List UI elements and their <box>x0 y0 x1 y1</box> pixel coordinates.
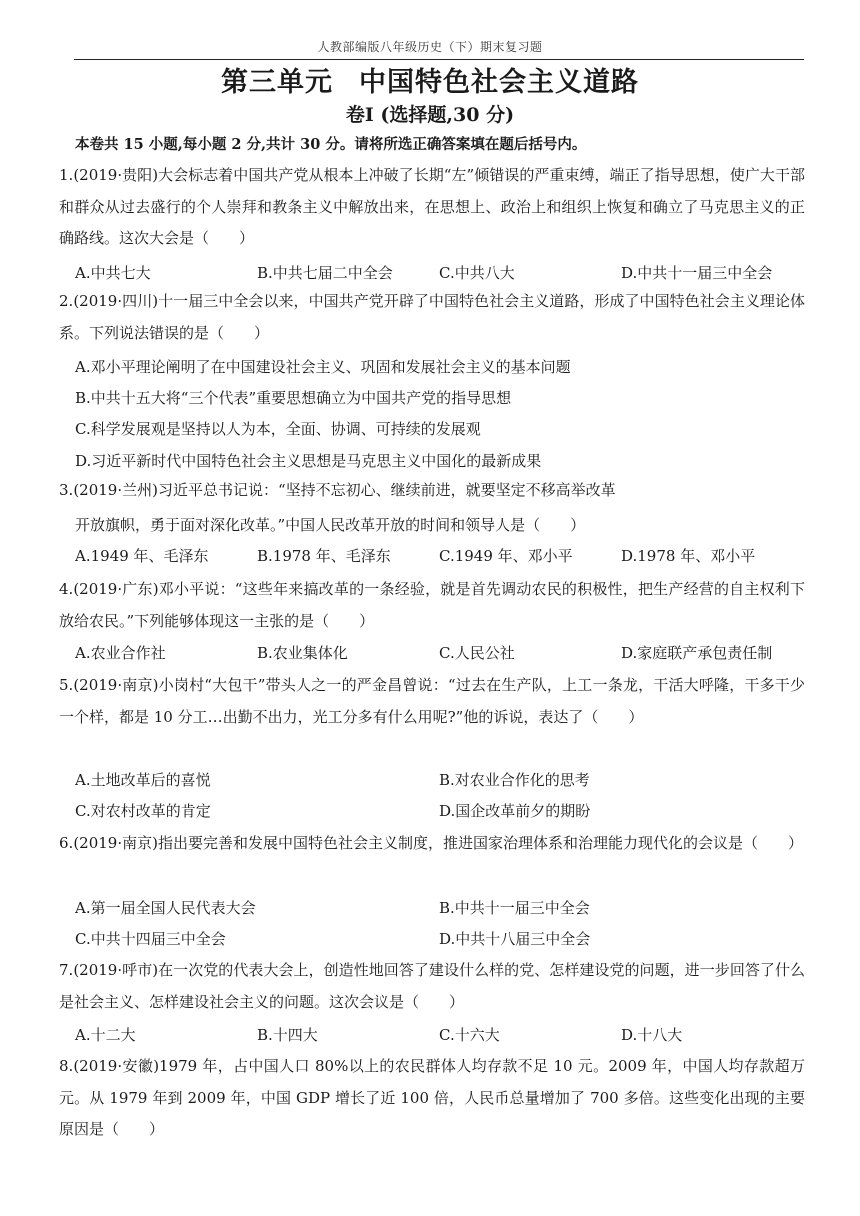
question-8 <box>59 1051 805 1146</box>
question-stem: 4.(2019·广东)邓小平说：“这些年来搞改革的一条经验，就是首先调动农民的积极性，把生产经营的自主权利下放给农民。”下列能够体现这一主张的是（ ） <box>59 580 805 630</box>
option-c[interactable]: C.对农村改革的肯定 <box>75 802 211 820</box>
question-5-options-row-1 <box>75 769 805 800</box>
question-number: 8. <box>59 1057 74 1075</box>
question-number: 6. <box>59 834 74 852</box>
unit-label: 第三单元 <box>221 67 333 98</box>
question-stem: 8.(2019·安徽)1979 年，占中国人口 80%以上的农民群体人均存款不足 10 元。2009 年，中国人均存款超万元。从 1979 年到 2009 年，中国 GDP 增长了近 100 倍，人民币总量增加了 700 多倍。这些变化出现的主要原因是（ ） <box>59 1057 805 1138</box>
option-d[interactable]: D.中共十八届三中全会 <box>439 930 591 948</box>
option-c[interactable]: C.人民公社 <box>439 644 515 662</box>
option-b[interactable]: B.对农业合作化的思考 <box>439 771 590 789</box>
option-d[interactable]: D.1978 年、邓小平 <box>621 547 756 565</box>
question-2-option-a <box>75 356 805 387</box>
option-b[interactable]: B.农业集体化 <box>257 644 348 662</box>
option-d[interactable]: D.十八大 <box>621 1026 683 1044</box>
question-number: 4. <box>59 580 74 598</box>
option-a[interactable]: A.1949 年、毛泽东 <box>75 547 209 565</box>
option-a[interactable]: A.土地改革后的喜悦 <box>75 771 211 789</box>
question-number: 3. <box>59 481 74 499</box>
option-d[interactable]: D.家庭联产承包责任制 <box>621 644 773 662</box>
question-6-options-row-1 <box>75 897 805 928</box>
question-3 <box>59 475 805 507</box>
option-b[interactable]: B.中共十五大将“三个代表”重要思想确立为中国共产党的指导思想 <box>75 389 512 407</box>
option-c[interactable]: C.1949 年、邓小平 <box>439 547 573 565</box>
option-b[interactable]: B.中共十一届三中全会 <box>439 899 590 917</box>
question-2-option-c <box>75 418 805 449</box>
instructions: 本卷共 15 小题,每小题 2 分,共计 30 分。请将所选正确答案填在题后括号内。 <box>75 136 587 153</box>
running-header: 人教部编版八年级历史（下）期末复习题 <box>317 40 543 54</box>
option-a[interactable]: A.邓小平理论阐明了在中国建设社会主义、巩固和发展社会主义的基本问题 <box>75 358 571 376</box>
question-number: 5. <box>59 676 74 694</box>
option-a[interactable]: A.第一届全国人民代表大会 <box>75 899 256 917</box>
question-1 <box>59 160 805 255</box>
unit-topic: 中国特色社会主义道路 <box>359 67 639 98</box>
question-6 <box>59 828 805 860</box>
option-d[interactable]: D.中共十一届三中全会 <box>621 264 773 282</box>
option-a[interactable]: A.农业合作社 <box>75 644 166 662</box>
option-c[interactable]: C.中共八大 <box>439 264 515 282</box>
question-number: 2. <box>59 292 74 310</box>
question-4-options <box>75 642 805 673</box>
question-5-options-row-2 <box>75 800 805 831</box>
question-stem-line-1: 3.(2019·兰州)习近平总书记说：“坚持不忘初心、继续前进，就要坚定不移高举改革 <box>59 481 616 499</box>
question-7 <box>59 955 805 1018</box>
question-4 <box>59 574 805 637</box>
option-d[interactable]: D.习近平新时代中国特色社会主义思想是马克思主义中国化的最新成果 <box>75 452 542 470</box>
question-5 <box>59 670 805 733</box>
option-d[interactable]: D.国企改革前夕的期盼 <box>439 802 591 820</box>
option-c[interactable]: C.十六大 <box>439 1026 500 1044</box>
question-3-options <box>75 545 805 576</box>
question-stem: 1.(2019·贵阳)大会标志着中国共产党从根本上冲破了长期“左”倾错误的严重束缚，端正了指导思想，使广大干部和群众从过去盛行的个人崇拜和教条主义中解放出来，在思想上、政治上和组织上恢复和确立了马克思主义的正确路线。这次大会是（ ） <box>59 166 805 247</box>
section-title: 卷Ⅰ (选择题,30 分) <box>345 104 515 126</box>
question-stem: 7.(2019·呼市)在一次党的代表大会上，创造性地回答了建设什么样的党、怎样建设党的问题，进一步回答了什么是社会主义、怎样建设社会主义的问题。这次会议是（ ） <box>59 961 805 1011</box>
question-stem: 5.(2019·南京)小岗村“大包干”带头人之一的严金昌曾说：“过去在生产队，上工一条龙，干活大呼隆，干多干少一个样，都是 10 分工…出勤不出力，光工分多有什么用呢?”他的诉说，表达了（ ） <box>59 676 805 726</box>
question-number: 7. <box>59 961 74 979</box>
question-number: 1. <box>59 166 74 184</box>
unit-title <box>0 60 860 99</box>
question-stem: 6.(2019·南京)指出要完善和发展中国特色社会主义制度，推进国家治理体系和治理能力现代化的会议是（ ） <box>59 834 803 852</box>
option-b[interactable]: B.十四大 <box>257 1026 318 1044</box>
question-3-stem-line-2: 开放旗帜，勇于面对深化改革。”中国人民改革开放的时间和领导人是（ ） <box>75 516 586 534</box>
option-c[interactable]: C.科学发展观是坚持以人为本，全面、协调、可持续的发展观 <box>75 420 481 438</box>
option-a[interactable]: A.十二大 <box>75 1026 136 1044</box>
question-2 <box>59 286 805 349</box>
option-a[interactable]: A.中共七大 <box>75 264 151 282</box>
question-2-option-b <box>75 387 805 418</box>
question-stem: 2.(2019·四川)十一届三中全会以来，中国共产党开辟了中国特色社会主义道路，形成了中国特色社会主义理论体系。下列说法错误的是（ ） <box>59 292 805 342</box>
option-c[interactable]: C.中共十四届三中全会 <box>75 930 226 948</box>
option-b[interactable]: B.1978 年、毛泽东 <box>257 547 391 565</box>
option-b[interactable]: B.中共七届二中全会 <box>257 264 393 282</box>
